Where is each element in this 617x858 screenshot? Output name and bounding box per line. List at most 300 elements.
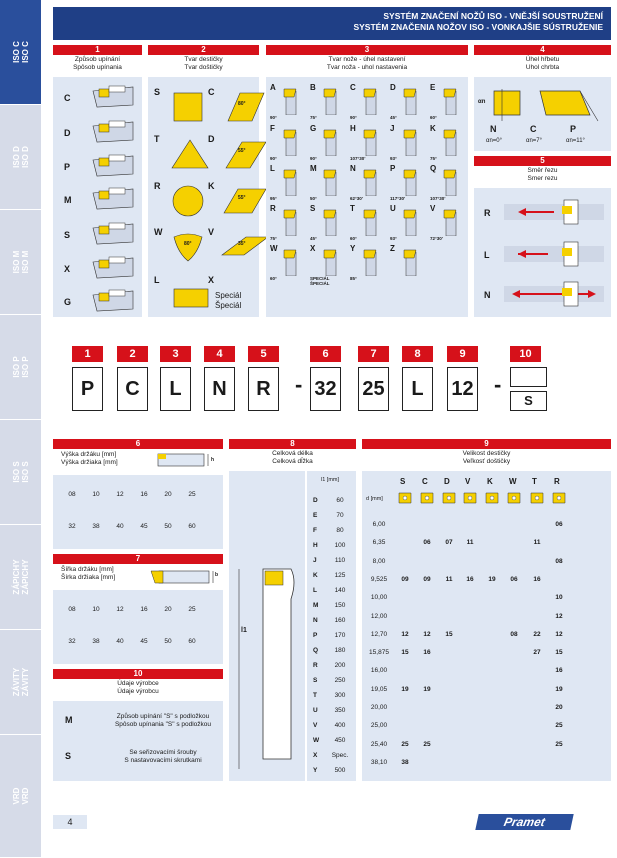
holder-diagram-V (436, 208, 466, 236)
insert-shape-D (220, 136, 270, 172)
section-8-heading: Celková délka Celková dĺžka (272, 450, 313, 465)
holder-code-Q: Q (430, 164, 437, 173)
h-label: h (211, 457, 215, 463)
width-value-10: 10 (92, 606, 100, 613)
shape-angle-D: 55° (238, 148, 246, 154)
tab-iso-s[interactable]: ISO S ISO S (0, 420, 41, 525)
section-10 (53, 669, 223, 781)
insert-size-d: 15,875 (369, 649, 389, 657)
insert-size-d: 25,00 (370, 722, 388, 730)
insert-col-icon-C (418, 491, 436, 505)
clearance-code-C: C (530, 124, 537, 134)
holder-code-V: V (430, 204, 436, 213)
code-box-1: P (72, 367, 103, 411)
length-code-M: M (313, 602, 319, 609)
section-3 (266, 45, 468, 317)
insert-size-value: 10 (555, 594, 563, 602)
banner-line2: SYSTÉM ZNAČENIA NOŽOV ISO - VONKAJŠIE SÚSTRUŽENIE (353, 22, 603, 32)
length-value-D: 60 (336, 497, 344, 504)
page-number: 4 (53, 815, 87, 829)
insert-size-d: 10,00 (370, 594, 388, 602)
clamp-code-X: X (64, 264, 71, 274)
width-value-50: 50 (164, 638, 172, 645)
length-value-K: 125 (334, 572, 346, 579)
alpha-label: αn (478, 99, 486, 105)
shape-code-T: T (154, 134, 160, 144)
holder-diagram-S (316, 208, 346, 236)
insert-size-value: 16 (555, 667, 563, 675)
section-7-number: 7 (53, 554, 223, 564)
holder-code-W: W (270, 244, 278, 253)
shape-code-R: R (154, 181, 161, 191)
insert-size-value: 09 (401, 575, 409, 583)
holder-diagram-G (316, 128, 346, 156)
length-code-X: X (313, 752, 318, 759)
insert-size-value: 06 (555, 521, 563, 528)
holder-code-B: B (310, 83, 316, 92)
insert-size-value: 22 (533, 630, 541, 638)
section-7 (53, 554, 223, 664)
insert-size-value: 19 (401, 685, 409, 693)
holder-diagram-M (316, 168, 346, 196)
width-value-45: 45 (140, 638, 148, 645)
insert-size-value: 12 (555, 612, 563, 620)
section-10-number: 10 (53, 669, 223, 679)
insert-size-value: 12 (401, 630, 409, 638)
insert-size-value: 25 (555, 740, 563, 748)
section-9-number: 9 (362, 439, 611, 449)
section-8 (229, 439, 356, 781)
code-box-10-empty (510, 367, 547, 387)
section-1-heading: Způsob upínání Spôsob upínania (73, 56, 122, 71)
length-value-T: 300 (334, 692, 346, 699)
insert-col-T: T (532, 477, 537, 486)
shape-code-L: L (154, 275, 160, 285)
holder-angle-G: 90° (310, 156, 317, 161)
section-4-heading: Úhel hřbetu Uhol chrbta (525, 56, 560, 71)
shape-code-X: X (208, 275, 215, 285)
clamp-diagram-X (91, 254, 135, 280)
holder-diagram-P (396, 168, 426, 196)
length-code-P: P (313, 632, 318, 639)
clamp-code-D: D (64, 128, 71, 138)
shape-code-V: V (208, 227, 215, 237)
position-number-10: 10 (510, 346, 541, 362)
length-value-U: 350 (334, 707, 346, 714)
special-label: Speciál Špeciál (215, 291, 242, 310)
code-box-7: 32 (310, 367, 341, 411)
holder-angle-M: 50° (310, 196, 317, 201)
shape-angle-K: 55° (238, 195, 246, 201)
holder-diagram-Y (356, 248, 386, 276)
insert-size-value: 19 (555, 685, 563, 693)
section-3-number: 3 (266, 45, 468, 55)
holder-code-N: N (350, 164, 356, 173)
tab-iso-c[interactable]: ISO C ISO C (0, 0, 41, 105)
length-code-V: V (313, 722, 318, 729)
holder-diagram-Z (396, 248, 426, 276)
length-code-F: F (313, 527, 317, 534)
position-number-8: 8 (402, 346, 433, 362)
holder-code-X: X (310, 244, 316, 253)
section-1-number: 1 (53, 45, 142, 55)
clearance-code-P: P (570, 124, 577, 134)
tab-zapichy[interactable]: ZÁPICHY ZÁPICHY (0, 525, 41, 630)
insert-size-value: 08 (555, 557, 563, 565)
side-tabs (0, 0, 41, 858)
length-value-P: 170 (334, 632, 346, 639)
holder-angle-T: 60° (350, 236, 357, 241)
holder-diagram-J (396, 128, 426, 156)
holder-angle-R: 75° (270, 236, 277, 241)
insert-size-value: 12 (423, 630, 431, 638)
length-value-N: 160 (334, 617, 346, 624)
holder-diagram-B (316, 87, 346, 115)
clearance-value-P: αn=11° (566, 138, 585, 144)
position-number-4: 4 (204, 346, 235, 362)
clamp-diagram-D (91, 118, 135, 144)
width-value-16: 16 (140, 606, 148, 613)
clamp-code-M: M (64, 195, 72, 205)
holder-code-S: S (310, 204, 316, 213)
footer (53, 812, 611, 832)
height-value-45: 45 (140, 523, 148, 530)
insert-col-icon-W (505, 491, 523, 505)
height-value-25: 25 (188, 491, 196, 498)
holder-code-A: A (270, 83, 276, 92)
width-value-60: 60 (188, 638, 196, 645)
width-value-25: 25 (188, 606, 196, 613)
shank-width-icon (149, 567, 221, 589)
section-3-heading: Tvar nože - úhel nastavení Tvar noža - uhol nastavenia (326, 56, 408, 71)
holder-angle-K: 75° (430, 156, 437, 161)
position-number-9: 9 (447, 346, 478, 362)
section-1 (53, 45, 142, 317)
section-8-number: 8 (229, 439, 356, 449)
length-code-D: D (313, 497, 318, 504)
insert-shape-K (220, 183, 270, 219)
banner-line1: SYSTÉM ZNAČENÍ NOŽŮ ISO - VNĚJŠÍ SOUSTRUŽENÍ (383, 11, 603, 21)
holder-angle-H: 107°30' (350, 156, 366, 161)
holder-diagram-C (356, 87, 386, 115)
holder-code-J: J (390, 124, 395, 133)
length-code-Y: Y (313, 767, 318, 774)
holder-code-P: P (390, 164, 396, 173)
holder-angle-S: 45° (310, 236, 317, 241)
section-10-heading: Údaje výrobce Údaje výrobcu (117, 680, 159, 695)
length-code-L: L (313, 587, 317, 594)
insert-col-icon-K (483, 491, 501, 505)
section-6 (53, 439, 223, 549)
section-2 (148, 45, 259, 317)
width-value-32: 32 (68, 638, 76, 645)
section-6-heading: Výška držáku [mm] Výška držiaka [mm] (61, 451, 118, 466)
height-value-50: 50 (164, 523, 172, 530)
brand-logo: Pramet (475, 814, 573, 830)
insert-col-K: K (487, 477, 493, 486)
l1-drawing-label: l1 (241, 627, 247, 634)
insert-size-value: 15 (445, 630, 453, 638)
insert-col-icon-V (461, 491, 479, 505)
shape-code-K: K (208, 181, 215, 191)
holder-angle-F: 90° (270, 156, 277, 161)
insert-size-value: 25 (401, 740, 409, 748)
shank-height-icon (156, 451, 216, 469)
holder-angle-D: 45° (390, 115, 397, 120)
length-code-R: R (313, 662, 318, 669)
length-value-V: 400 (334, 722, 346, 729)
length-value-R: 200 (334, 662, 346, 669)
length-value-X: Spec. (331, 752, 349, 759)
insert-size-d: 20,00 (370, 704, 388, 711)
holder-code-T: T (350, 204, 355, 213)
width-value-38: 38 (92, 638, 100, 645)
manufacturer-desc-line1: Se seřizovacími šrouby (129, 749, 197, 756)
insert-shape-V (220, 229, 270, 265)
clamp-diagram-P (91, 152, 135, 178)
holder-angle-V: 72°30' (430, 236, 443, 241)
insert-col-S: S (400, 477, 406, 486)
shape-angle-C: 80° (238, 101, 246, 107)
length-code-J: J (313, 557, 317, 564)
length-code-N: N (313, 617, 318, 624)
length-value-M: 150 (334, 602, 346, 609)
holder-angle-B: 75° (310, 115, 317, 120)
insert-size-value: 15 (555, 649, 563, 657)
height-value-38: 38 (92, 523, 100, 530)
holder-diagram-W (276, 248, 306, 276)
clamp-diagram-M (91, 185, 135, 211)
holder-code-D: D (390, 83, 396, 92)
position-number-6: 6 (310, 346, 341, 362)
holder-angle-C: 90° (350, 115, 357, 120)
code-box-8: 25 (358, 367, 389, 411)
length-code-E: E (313, 512, 318, 519)
l1-unit-label: l1 [mm] (321, 477, 340, 483)
cut-direction-code-L: L (484, 250, 490, 260)
width-value-08: 08 (68, 606, 76, 613)
width-value-12: 12 (116, 606, 124, 613)
length-code-K: K (313, 572, 318, 579)
clearance-value-N: αn=0° (486, 138, 503, 144)
tab-iso-m[interactable]: ISO M ISO M (0, 210, 41, 315)
holder-diagram-N (356, 168, 386, 196)
manufacturer-desc-line2: Spôsob upínania "S" s podložkou (114, 721, 212, 728)
insert-size-value: 16 (423, 649, 431, 657)
insert-size-d: 12,00 (370, 612, 388, 620)
height-value-12: 12 (116, 491, 124, 498)
manufacturer-desc-M (105, 713, 221, 729)
holder-code-E: E (430, 83, 436, 92)
holder-code-R: R (270, 204, 276, 213)
code-box-2: C (117, 367, 148, 411)
height-value-10: 10 (92, 491, 100, 498)
length-value-J: 110 (334, 557, 346, 564)
code-box-5: R (248, 367, 279, 411)
insert-size-value: 15 (401, 649, 409, 657)
manufacturer-desc-line2: S nastavovacími skrutkami (124, 757, 202, 764)
insert-size-value: 16 (533, 575, 541, 583)
length-value-F: 80 (336, 527, 344, 534)
holder-diagram-X (316, 248, 346, 276)
manufacturer-desc-line1: Způsob upínání "S" s podložkou (116, 713, 210, 720)
holder-diagram-L (276, 168, 306, 196)
length-code-H: H (313, 542, 318, 549)
clamp-diagram-G (91, 287, 135, 313)
cut-direction-diagram-N (504, 280, 604, 308)
clamp-diagram-C (91, 83, 135, 109)
cut-direction-diagram-L (504, 240, 604, 268)
length-code-S: S (313, 677, 318, 684)
clamp-code-P: P (64, 162, 71, 172)
holder-diagram-T (356, 208, 386, 236)
code-box-10: S (510, 391, 547, 411)
section-4 (474, 45, 611, 151)
holder-diagram-R (276, 208, 306, 236)
section-2-heading: Tvar destičky Tvar doštičky (184, 56, 223, 71)
length-value-W: 450 (334, 737, 346, 744)
section-5-heading: Směr řezu Smer rezu (527, 167, 558, 182)
insert-size-d: 16,00 (370, 667, 388, 675)
position-number-2: 2 (117, 346, 148, 362)
height-value-32: 32 (68, 523, 76, 530)
d-label: d [mm] (366, 496, 383, 502)
length-value-Y: 500 (334, 767, 346, 774)
holder-code-Y: Y (350, 244, 356, 253)
section-9-heading: Velikost destičky Veľkosť doštičky (462, 450, 511, 465)
tab-vrd[interactable]: VRD VRD (0, 735, 41, 858)
clearance-code-N: N (490, 124, 497, 134)
insert-size-value: 19 (488, 575, 496, 583)
position-number-5: 5 (248, 346, 279, 362)
section-7-heading: Šířka držáku [mm] Šírka držiaka [mm] (61, 566, 116, 581)
length-value-H: 100 (334, 542, 346, 549)
holder-diagram-A (276, 87, 306, 115)
holder-angle-N: 62°30' (350, 196, 363, 201)
holder-angle-L: 95° (270, 196, 277, 201)
shape-code-C: C (208, 87, 215, 97)
shape-angle-W: 80° (184, 241, 192, 247)
insert-size-d: 12,70 (370, 630, 388, 638)
insert-size-d: 6,00 (372, 521, 386, 528)
insert-size-value: 07 (445, 539, 453, 547)
holder-code-C: C (350, 83, 356, 92)
section-9-body (362, 471, 611, 781)
clamp-code-G: G (64, 297, 72, 307)
section-5 (474, 156, 611, 317)
insert-col-icon-R (550, 491, 568, 505)
section-5-number: 5 (474, 156, 611, 166)
position-number-3: 3 (160, 346, 191, 362)
holder-angle-X: SPECIÁL ŠPECIÁL (310, 276, 330, 286)
holder-diagram-H (356, 128, 386, 156)
holder-length-drawing (235, 559, 301, 769)
length-code-U: U (313, 707, 318, 714)
length-code-T: T (313, 692, 317, 699)
shape-angle-V: 35° (238, 241, 246, 247)
insert-size-d: 38,10 (370, 758, 388, 766)
section-6-number: 6 (53, 439, 223, 449)
length-value-L: 140 (334, 587, 346, 594)
length-code-W: W (313, 737, 320, 744)
manufacturer-desc-S (105, 749, 221, 765)
insert-col-icon-S (396, 491, 414, 505)
code-box-9: L (402, 367, 433, 411)
insert-size-value: 06 (423, 539, 431, 547)
manufacturer-code-M: M (65, 715, 73, 725)
section-7-body (53, 590, 223, 664)
length-value-E: 70 (336, 512, 344, 519)
b-label: b (215, 572, 219, 578)
insert-col-R: R (554, 477, 560, 486)
tab-iso-p[interactable]: ISO P ISO P (0, 315, 41, 420)
holder-code-Z: Z (390, 244, 395, 253)
holder-diagram-F (276, 128, 306, 156)
height-value-40: 40 (116, 523, 124, 530)
length-value-Q: 180 (334, 647, 346, 654)
insert-col-icon-D (440, 491, 458, 505)
height-value-20: 20 (164, 491, 172, 498)
holder-diagram-E (436, 87, 466, 115)
insert-size-value: 12 (555, 630, 563, 638)
cut-direction-diagram-R (504, 198, 604, 226)
insert-size-value: 25 (555, 722, 563, 730)
shape-code-W: W (154, 227, 163, 237)
tab-zavity[interactable]: ZÁVITY ZÁVITY (0, 630, 41, 735)
cut-direction-code-R: R (484, 208, 491, 218)
code-separator-2: - (494, 372, 502, 397)
code-box-10: 12 (447, 367, 478, 411)
clearance-angle-diagram (480, 81, 605, 125)
insert-size-value: 11 (533, 539, 541, 547)
holder-diagram-Q (436, 168, 466, 196)
code-box-3: L (160, 367, 191, 411)
manufacturer-code-S: S (65, 751, 72, 761)
insert-col-V: V (465, 477, 471, 486)
insert-col-D: D (444, 477, 450, 486)
holder-angle-W: 60° (270, 276, 277, 281)
clearance-value-C: αn=7° (526, 138, 543, 144)
holder-code-H: H (350, 124, 356, 133)
section-6-body (53, 475, 223, 549)
holder-code-K: K (430, 124, 436, 133)
insert-size-value: 27 (533, 649, 541, 657)
insert-size-value: 16 (466, 575, 474, 583)
holder-angle-A: 90° (270, 115, 277, 120)
insert-size-value: 08 (510, 630, 518, 638)
holder-diagram-K (436, 128, 466, 156)
holder-diagram-U (396, 208, 426, 236)
section-4-number: 4 (474, 45, 611, 55)
insert-size-d: 9,525 (370, 575, 388, 583)
insert-size-value: 19 (423, 685, 431, 693)
holder-code-U: U (390, 204, 396, 213)
insert-size-d: 19,05 (370, 685, 388, 693)
holder-code-M: M (310, 164, 317, 173)
holder-code-G: G (310, 124, 317, 133)
holder-angle-P: 117°30' (390, 196, 406, 201)
insert-size-value: 11 (445, 575, 453, 583)
holder-angle-U: 93° (390, 236, 397, 241)
length-value-S: 250 (334, 677, 346, 684)
insert-size-value: 11 (466, 539, 474, 547)
insert-size-value: 09 (423, 575, 431, 583)
page-banner (53, 7, 611, 40)
insert-col-icon-T (528, 491, 546, 505)
tab-iso-d[interactable]: ISO D ISO D (0, 105, 41, 210)
shape-code-S: S (154, 87, 161, 97)
position-number-1: 1 (72, 346, 103, 362)
